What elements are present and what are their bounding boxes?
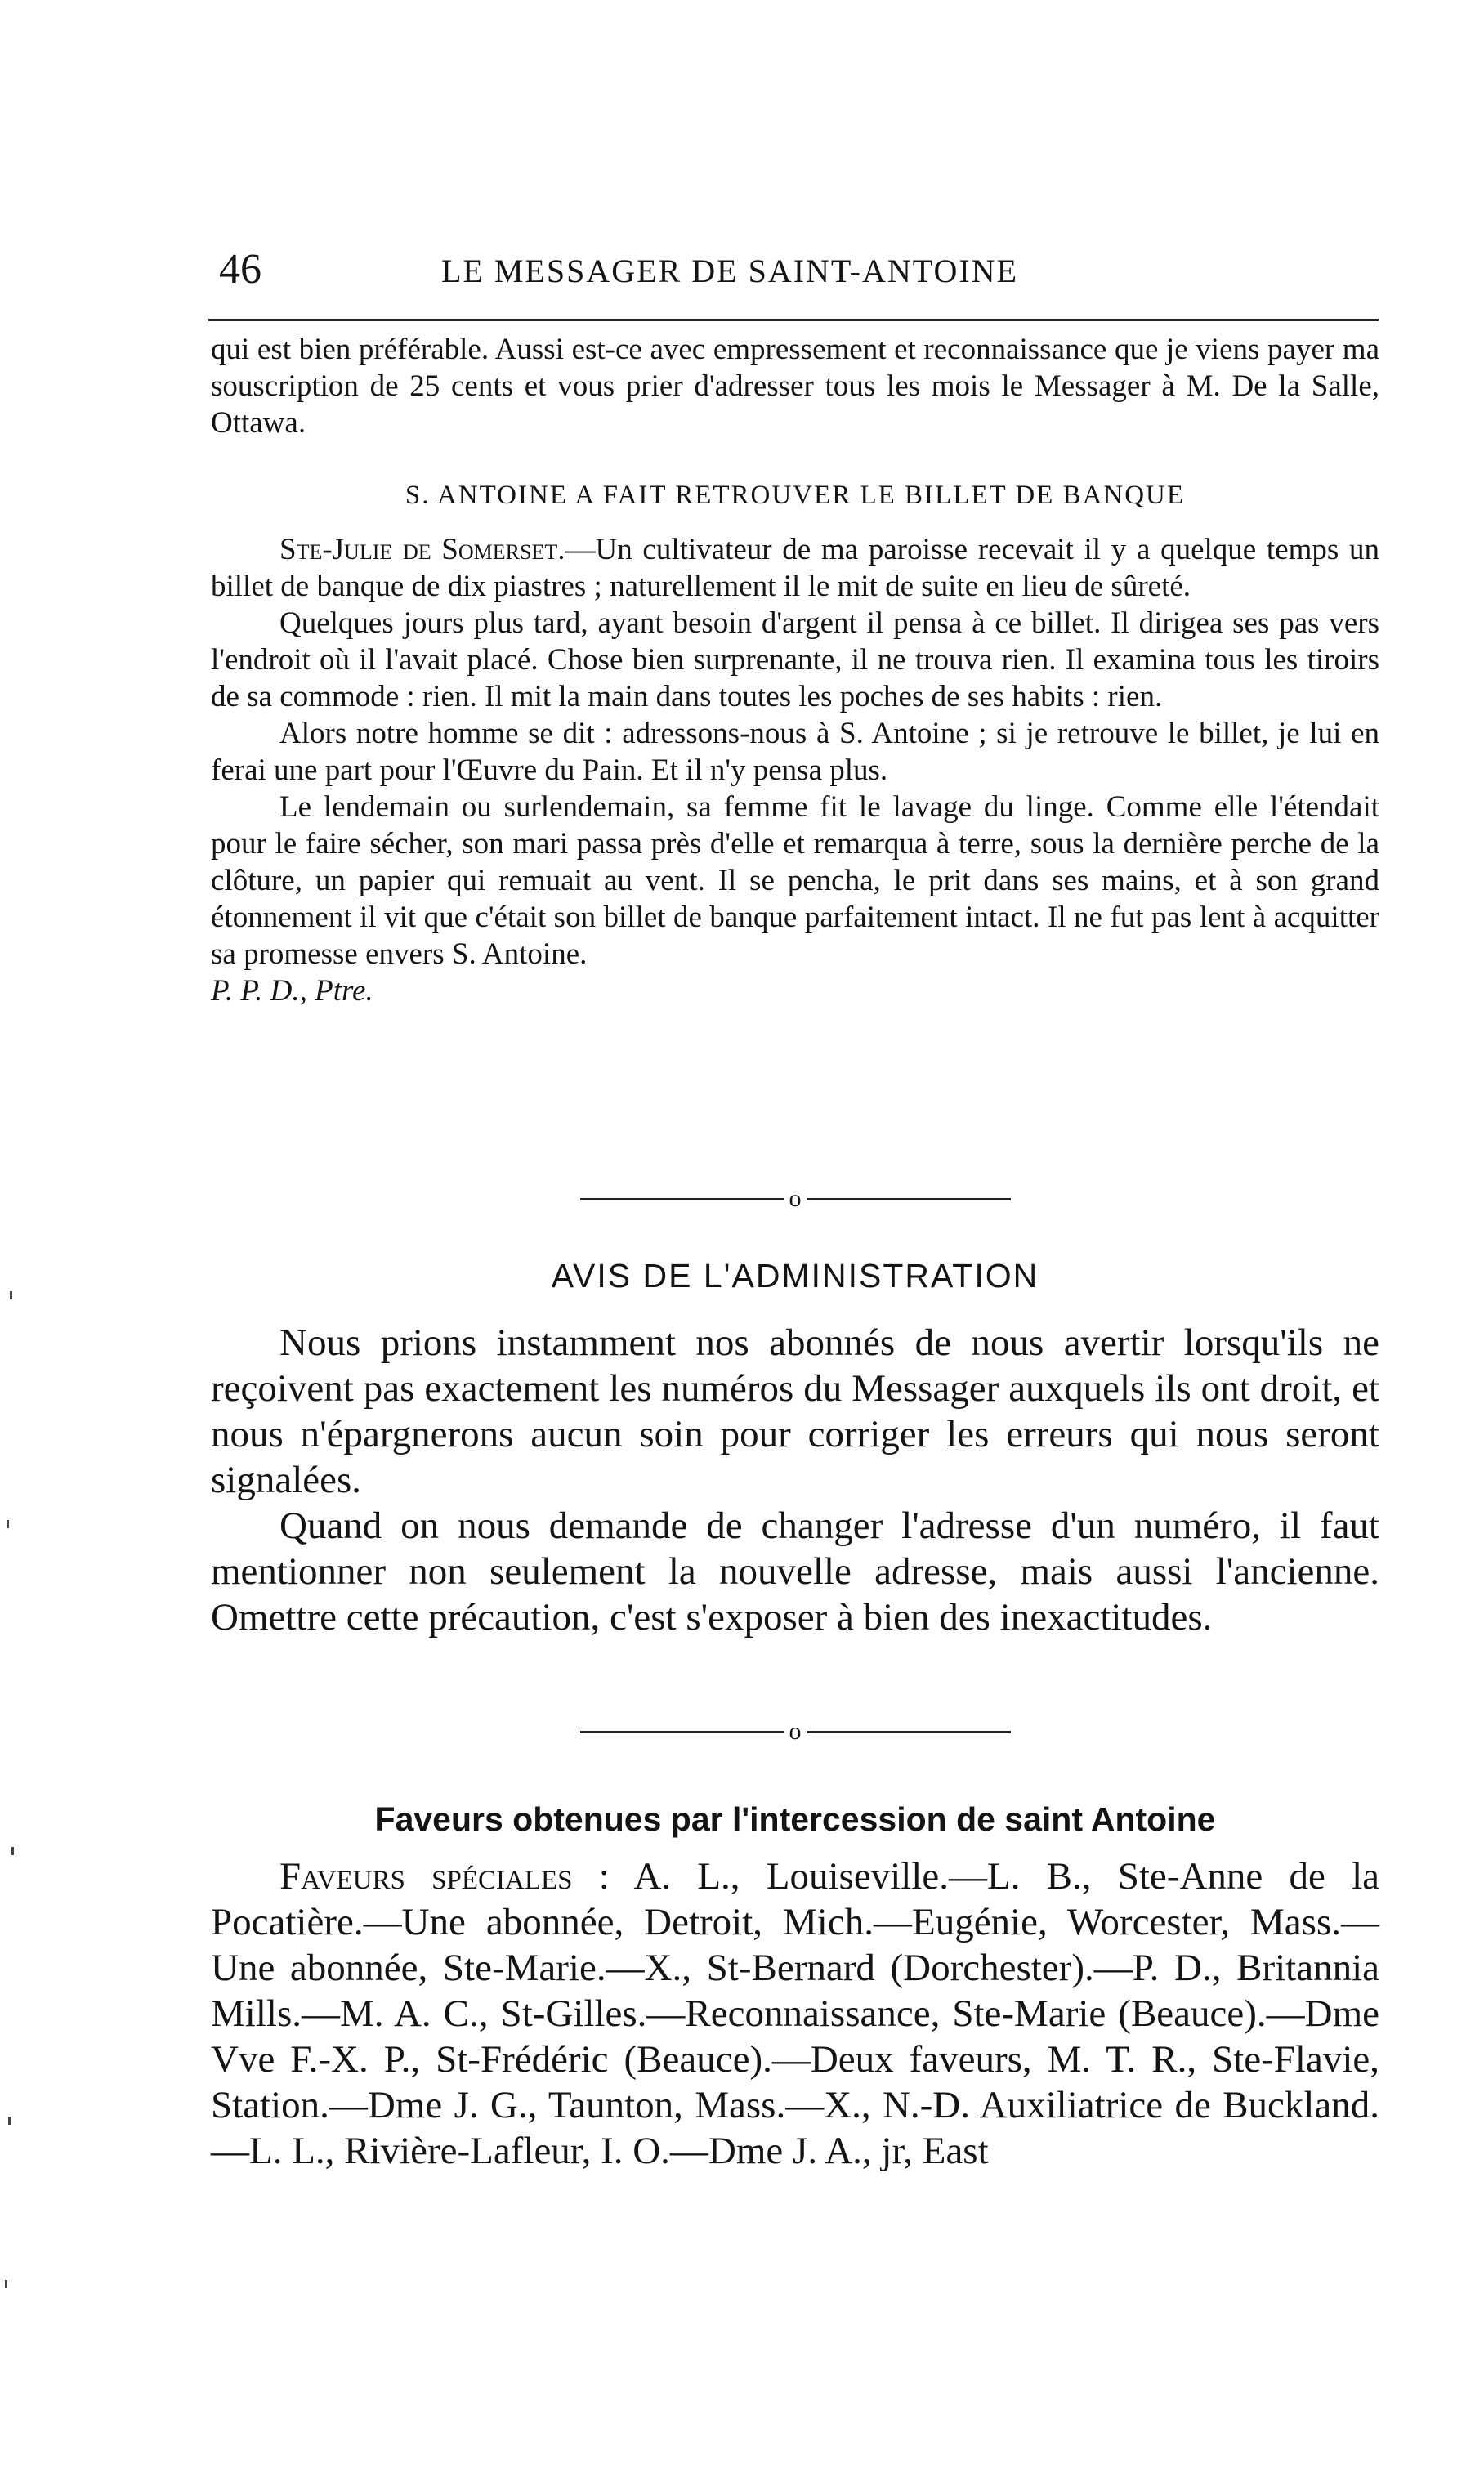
notice-paragraph-1: Nous prions instamment nos abonnés de nous avertir lorsqu'ils ne reçoivent pas exactement les numéros du Messager auxquels ils ont droit, et nous n'épargnerons aucun soin pour corriger les erreurs qui nous seront signalées. xyxy=(211,1321,1379,1501)
binding-speck xyxy=(7,1520,9,1528)
page-number: 46 xyxy=(219,246,261,293)
story-body xyxy=(211,531,1379,1009)
binding-speck xyxy=(8,2117,11,2125)
story-paragraph-1 xyxy=(211,531,1379,605)
binding-speck xyxy=(11,1847,14,1855)
separator-dash-left xyxy=(580,1198,784,1200)
story-lead: Ste-Julie de Somerset. xyxy=(279,533,565,566)
intro-paragraph-block xyxy=(211,331,1379,441)
intro-paragraph: qui est bien préférable. Aussi est-ce avec empressement et reconnaissance que je viens payer ma souscription de 25 cents et vous prier d'adresser tous les mois le Messager à M. De la Salle, Ottawa. xyxy=(211,333,1379,440)
story-paragraph-4: Le lendemain ou surlendemain, sa femme fit le lavage du linge. Comme elle l'étendait pour le faire sécher, son mari passa près d'elle et remarqua à terre, sous la dernière perche de la clôture, un papier qui remuait au vent. Il se pencha, le prit dans ses mains, et à son grand étonnement il vit que c'était son billet de banque parfaitement intact. Il ne fut pas lent à acquitter sa promesse envers S. Antoine. xyxy=(211,790,1379,971)
notice-paragraph-2: Quand on nous demande de changer l'adresse d'un numéro, il faut mentionner non seulement la nouvelle adresse, mais aussi l'ancienne. Omettre cette précaution, c'est s'exposer à bien des inexactitudes. xyxy=(211,1505,1379,1639)
favors-lead: Faveurs spéciales : xyxy=(279,1855,610,1898)
notice-body xyxy=(211,1320,1379,1640)
story-signature: P. P. D., Ptre. xyxy=(211,974,373,1008)
favors-title: Faveurs obtenues par l'intercession de saint Antoine xyxy=(374,1800,1216,1838)
favors-body xyxy=(211,1853,1379,2174)
running-title: LE MESSAGER DE SAINT-ANTOINE xyxy=(441,253,1018,289)
story-paragraph-1-text: —Un cultivateur de ma paroisse recevait il y a quelque temps un billet de banque de dix piastres ; naturellement il le mit de suite en lieu de sûreté. xyxy=(211,533,1379,603)
favors-list-text: A. L., Louiseville.—L. B., Ste-Anne de la Pocatière.—Une abonnée, Detroit, Mich.—Eugénie, Worcester, Mass.—Une abonnée, Ste-Marie.—X., St-Bernard (Dorchester).—P. D., Britannia Mills.—M. A. C., St-Gilles.—Reconnaissance, Ste-Marie (Beauce).—Dme Vve F.-X. P., St-Frédéric (Beauce).—Deux faveurs, M. T. R., Ste-Flavie, Station.—Dme J. G., Taunton, Mass.—X., N.-D. Auxiliatrice de Buckland.—L. L., Rivière-Lafleur, I. O.—Dme J. A., jr, East xyxy=(211,1855,1379,2172)
binding-speck xyxy=(10,1291,12,1299)
running-header xyxy=(211,245,1388,302)
separator-dash-left xyxy=(580,1731,784,1733)
favors-paragraph xyxy=(211,1853,1379,2174)
separator-mark: o xyxy=(789,1718,802,1746)
margin-binding-specks xyxy=(0,1259,25,2403)
separator-dash-right xyxy=(807,1198,1011,1200)
story-paragraph-3: Alors notre homme se dit : adressons-nous à S. Antoine ; si je retrouve le billet, je lui en ferai une part pour l'Œuvre du Pain. Et il n'y pensa plus. xyxy=(211,717,1379,787)
story-paragraph-2: Quelques jours plus tard, ayant besoin d'argent il pensa à ce billet. Il dirigea ses pas vers l'endroit où il l'avait placé. Chose bien surprenante, il ne trouva rien. Il examina tous les tiroirs de sa commode : rien. Il mit la main dans toutes les poches de ses habits : rien. xyxy=(211,606,1379,713)
separator-mark: o xyxy=(789,1185,802,1213)
story-title: S. ANTOINE A FAIT RETROUVER LE BILLET DE BANQUE xyxy=(405,481,1186,510)
binding-speck xyxy=(5,2280,7,2288)
section-separator xyxy=(211,1183,1379,1213)
header-rule xyxy=(208,319,1379,321)
notice-title: AVIS DE L'ADMINISTRATION xyxy=(551,1257,1039,1294)
section-separator-2 xyxy=(211,1716,1379,1746)
separator-dash-right xyxy=(807,1731,1011,1733)
